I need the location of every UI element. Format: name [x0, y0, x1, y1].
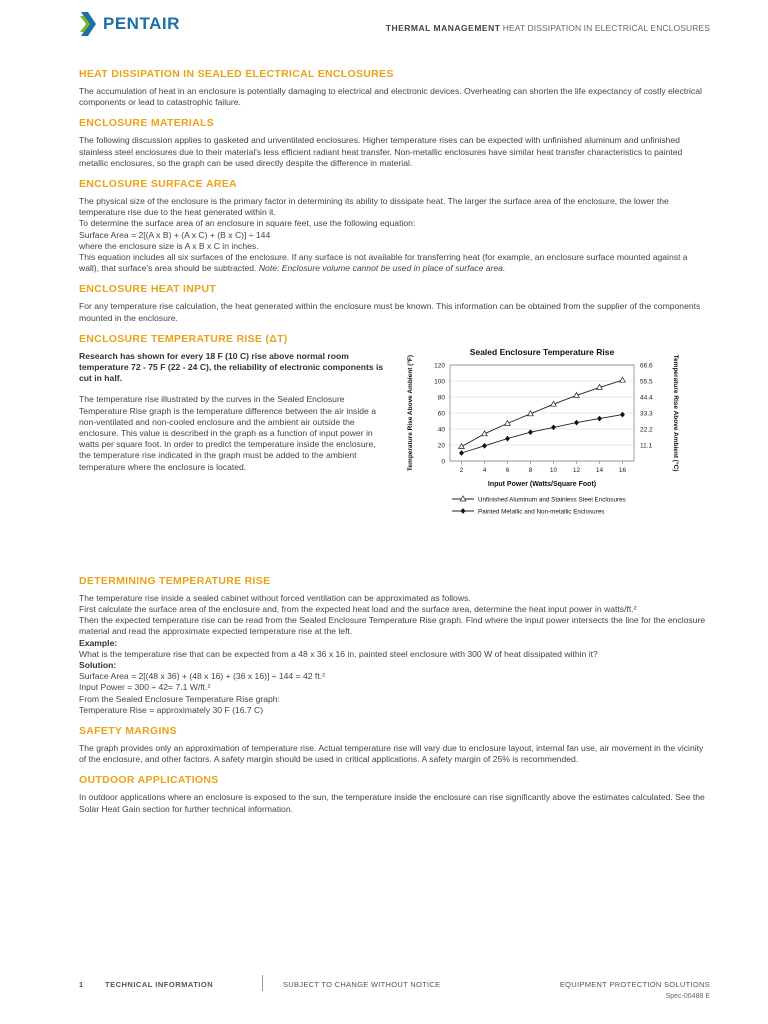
y2-axis-label: Temperature Rise Above Ambient (°C): [672, 354, 679, 472]
heading-safety-margins: SAFETY MARGINS: [79, 725, 177, 738]
heading-heat-dissipation: HEAT DISSIPATION IN SEALED ELECTRICAL ENCLOSURES: [79, 68, 394, 80]
main-content: [79, 68, 706, 815]
heading-determining: DETERMINING TEMPERATURE RISE: [79, 574, 271, 587]
data-point-series-2: [505, 436, 509, 441]
temperature-rise-section: [79, 346, 706, 528]
heading-surface-area: ENCLOSURE SURFACE AREA: [79, 178, 237, 191]
y2-tick-label: 66.6: [640, 362, 653, 370]
paragraph: The graph provides only an approximation of temperature rise. Actual temperature rise will vary due to enclosure layout, internal fan use, air movement in the vicinity of the enclosure, and other factors. A safety margin should be used in critical applications. A safety margin of 25% is recommended.: [79, 743, 704, 765]
temperature-rise-chart: [394, 343, 706, 523]
y-tick-label: 120: [434, 362, 445, 370]
logo-wordmark: PENTAIR: [103, 14, 180, 33]
legend-label-2: Painted Metallic and Non-metallic Enclosures: [478, 508, 605, 516]
temperature-rise-text: [79, 351, 384, 528]
header-section: THERMAL MANAGEMENT: [385, 23, 501, 33]
heading-heat-input: ENCLOSURE HEAT INPUT: [79, 283, 217, 296]
footer-division: EQUIPMENT PROTECTION SOLUTIONS: [559, 980, 710, 989]
paragraph: For any temperature rise calculation, the heat generated within the enclosure must be known. This information can be obtained from the supplier of the components mounted in the enclosure.: [79, 301, 701, 323]
footer-label: TECHNICAL INFORMATION: [105, 980, 214, 989]
chart-container: [394, 343, 706, 528]
paragraph: First calculate the surface area of the enclosure and, from the expected heat load and the surface area, determine the heat input power in watts/ft.²: [79, 604, 637, 615]
x-tick-label: 2: [459, 466, 464, 474]
solution-line: Surface Area = 2[(48 x 36) + (48 x 16) + (36 x 16)] ÷ 144 = 42 ft.²: [79, 671, 325, 682]
y2-tick-label: 33.3: [640, 410, 653, 418]
pentair-logo-mark-icon: [79, 11, 97, 37]
footer-notice: SUBJECT TO CHANGE WITHOUT NOTICE: [283, 980, 441, 989]
note-text: Note: Enclosure volume cannot be used in place of surface area.: [258, 263, 506, 274]
y-axis-label: Temperature Rise Above Ambient (°F): [407, 354, 414, 471]
x-tick-label: 14: [595, 466, 604, 474]
data-point-series-2: [597, 416, 601, 421]
paragraph: The temperature rise inside a sealed cabinet without forced ventilation can be approximated as follows.: [79, 592, 471, 603]
page-number: 1: [79, 980, 84, 989]
y-tick-label: 60: [437, 410, 445, 418]
solution-line: From the Sealed Enclosure Temperature Rise graph:: [79, 693, 280, 704]
y-tick-label: 100: [434, 378, 445, 386]
y2-tick-label: 55.5: [640, 378, 653, 386]
paragraph: The following discussion applies to gasketed and unventilated enclosures. Higher temperature rises can be expected with unfinished aluminum and unfinished stainless steel enclosures due to their material's less efficient radiant heat transfer. Non-metallic enclosures have similar heat transfer characteristics to painted metallic enclosures, so the graph can be used directly despite the difference in material.: [79, 135, 683, 168]
spec-number: Spec-00488 E: [665, 993, 710, 1000]
y-tick-label: 40: [437, 426, 445, 434]
data-point-series-1: [459, 443, 465, 448]
series-line-1: [462, 380, 623, 446]
header-subsection: HEAT DISSIPATION IN ELECTRICAL ENCLOSURES: [502, 23, 710, 33]
paragraph: In outdoor applications where an enclosure is exposed to the sun, the temperature inside the enclosure can rise significantly above the estimates calculated. See the Solar Heat Gain section for further technical information.: [79, 792, 705, 814]
data-point-series-1: [620, 377, 626, 382]
legend-marker-1: [460, 496, 466, 501]
x-tick-label: 8: [528, 466, 533, 474]
legend-marker-2: [461, 508, 465, 513]
paragraph: The temperature rise illustrated by the curves in the Sealed Enclosure Temperature Rise graph is the temperature difference between the air inside a non-ventilated and non-cooled enclosure and the ambient air outside the enclosure. This value is described in the graph as a function of input power in watts per square foot. In order to predict the temperature inside the enclosure, the temperature rise indicated in the graph must be added to the ambient temperature where the enclosure is located.: [79, 394, 376, 472]
heading-temperature-rise: ENCLOSURE TEMPERATURE RISE (ΔT): [79, 332, 288, 345]
y2-tick-label: 44.4: [640, 394, 653, 402]
y2-tick-label: 11.1: [640, 442, 653, 450]
paragraph: Then the expected temperature rise can be read from the Sealed Enclosure Temperature Rise graph. Find where the input power intersects the line for the enclosure material and read the approximate expected temperature rise at the left.: [79, 615, 706, 637]
paragraph: What is the temperature rise that can be expected from a 48 x 36 x 16 in. painted steel enclosure with 300 W of heat dissipated within it?: [79, 648, 598, 659]
chart-title: Sealed Enclosure Temperature Rise: [469, 346, 615, 357]
y-tick-label: 0: [441, 458, 445, 466]
page-footer: [79, 978, 710, 992]
bold-callout: Research has shown for every 18 F (10 C) rise above normal room temperature 72 - 75 F (22 - 24 C), the reliability of electronic components is cut in half.: [79, 350, 384, 384]
heading-outdoor: OUTDOOR APPLICATIONS: [79, 774, 219, 787]
x-tick-label: 10: [549, 466, 558, 474]
legend-label-1: Unfinished Aluminum and Stainless Steel Enclosures: [478, 496, 626, 504]
data-point-series-2: [574, 420, 578, 425]
solution-line: Temperature Rise = approximately 30 F (16.7 C): [79, 704, 264, 715]
paragraph: where the enclosure size is A x B x C in inches.: [79, 240, 259, 251]
x-tick-label: 6: [505, 466, 510, 474]
y2-tick-label: 22.2: [640, 426, 653, 434]
heading-enclosure-materials: ENCLOSURE MATERIALS: [79, 117, 215, 130]
data-point-series-2: [482, 443, 486, 448]
paragraph: The physical size of the enclosure is the primary factor in determining its ability to dissipate heat. The larger the surface area of the enclosure, the lower the temperature rise due to the heat generated within it.: [79, 196, 669, 218]
footer-divider: [262, 975, 263, 991]
x-tick-label: 4: [482, 466, 487, 474]
data-point-series-2: [528, 429, 532, 434]
x-tick-label: 12: [572, 466, 581, 474]
paragraph-text: This equation includes all six surfaces of the enclosure. If any surface is not available for transferring heat (for example, an enclosure surface mounted against a wall), that surface's area should be subtracted.: [79, 252, 688, 274]
paragraph: The accumulation of heat in an enclosure is potentially damaging to electrical and electronic devices. Overheating can shorten the life expectancy of costly electrical components or lead to catastrophic failure.: [79, 86, 702, 108]
y-tick-label: 80: [437, 394, 445, 402]
x-tick-label: 16: [618, 466, 627, 474]
page-header: [386, 23, 710, 33]
paragraph: To determine the surface area of an enclosure in square feet, use the following equation:: [79, 218, 416, 229]
x-axis-label: Input Power (Watts/Square Foot): [487, 480, 597, 488]
equation: Surface Area = 2[(A x B) + (A x C) + (B x C)] ÷ 144: [79, 229, 271, 240]
paragraph: [79, 252, 706, 274]
solution-line: Input Power = 300 ÷ 42= 7.1 W/ft.²: [79, 682, 211, 693]
y-tick-label: 20: [437, 442, 445, 450]
solution-label: Solution:: [79, 660, 117, 671]
data-point-series-2: [459, 450, 463, 455]
pentair-logo: [79, 11, 180, 37]
example-label: Example:: [79, 637, 118, 648]
